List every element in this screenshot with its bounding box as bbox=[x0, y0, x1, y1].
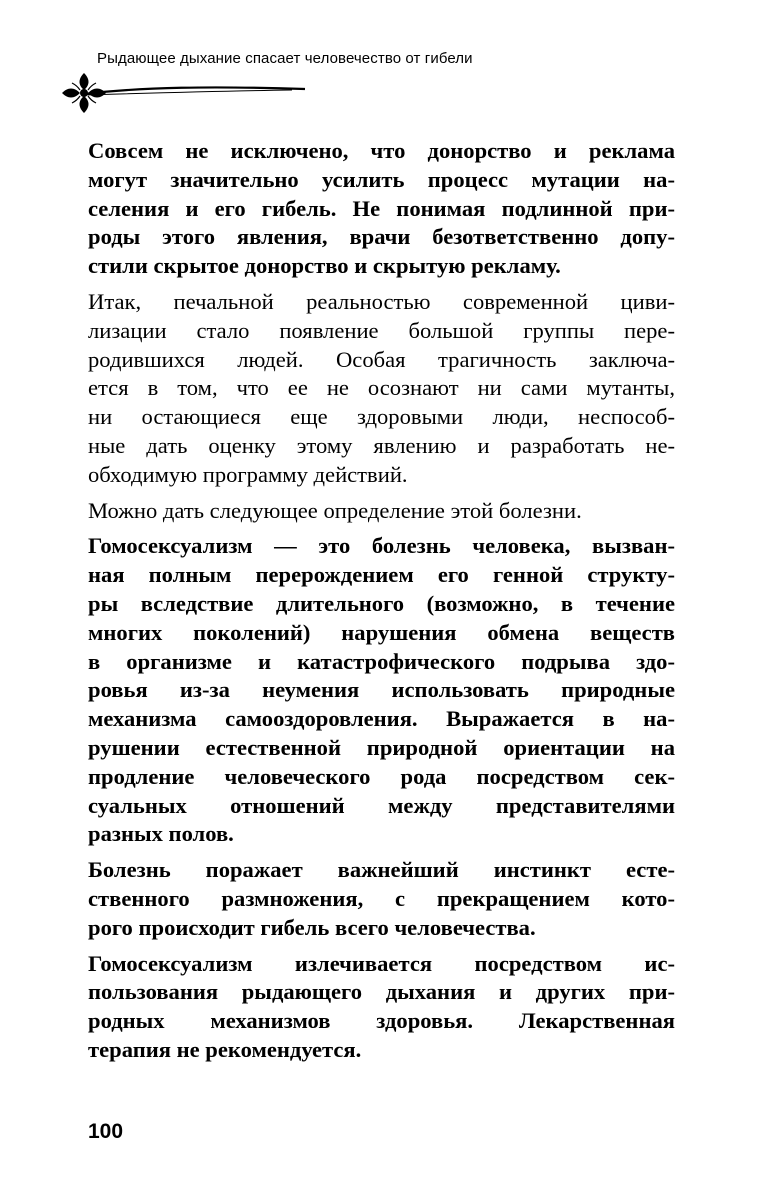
running-head-title: Рыдающее дыхание спасает человечество от гибели bbox=[97, 50, 473, 67]
text-line: Совсем не исключено, что донорство и реклама bbox=[88, 138, 675, 163]
paragraph bbox=[88, 950, 675, 1065]
text-line: Можно дать следующее определение этой болезни. bbox=[88, 497, 582, 523]
text-line: стили скрытое донорство и скрытую рекламу. bbox=[88, 253, 561, 279]
text-line: терапия не рекомендуется. bbox=[88, 1036, 362, 1062]
text-line: продление человеческого рода посредством сек- bbox=[88, 763, 675, 789]
text-line: рушении естественной природной ориентации на bbox=[88, 734, 675, 760]
paragraph bbox=[88, 288, 675, 490]
text-line: лизации стало появление большой группы пере- bbox=[88, 317, 675, 343]
text-line: родившихся людей. Особая трагичность заключа- bbox=[88, 346, 675, 372]
paragraph bbox=[88, 856, 675, 942]
text-line: Итак, печальной реальностью современной циви- bbox=[88, 288, 675, 314]
text-line: разных полов. bbox=[88, 821, 234, 847]
body-text bbox=[88, 137, 675, 1072]
text-line: роды этого явления, врачи безответственно допу- bbox=[88, 224, 675, 250]
text-line: родных механизмов здоровья. Лекарственная bbox=[88, 1008, 675, 1034]
text-line: рого происходит гибель всего человечества. bbox=[88, 914, 536, 940]
page-number: 100 bbox=[88, 1120, 124, 1143]
text-line: Болезнь поражает важнейший инстинкт есте- bbox=[88, 857, 675, 883]
text-line: селения и его гибель. Не понимая подлинной при- bbox=[88, 195, 675, 221]
text-line: механизма самооздоровления. Выражается в на- bbox=[88, 706, 675, 732]
paragraph bbox=[88, 532, 675, 849]
text-line: ни остающиеся еще здоровыми люди, неспособ- bbox=[88, 404, 675, 430]
text-line: могут значительно усилить процесс мутации на- bbox=[88, 166, 675, 192]
paragraph bbox=[88, 497, 675, 526]
text-line: ственного размножения, с прекращением кото- bbox=[88, 885, 675, 911]
fleuron-ornament-icon bbox=[62, 73, 307, 113]
text-line: в организме и катастрофического подрыва здо- bbox=[88, 648, 675, 674]
text-line: обходимую программу действий. bbox=[88, 461, 408, 487]
text-line: Гомосексуализм излечивается посредством ис- bbox=[88, 950, 675, 976]
text-line: ные дать оценку этому явлению и разработать не- bbox=[88, 432, 675, 458]
text-line: ная полным перерождением его генной структу- bbox=[88, 562, 675, 588]
paragraph bbox=[88, 137, 675, 281]
text-line: пользования рыдающего дыхания и других при- bbox=[88, 979, 675, 1005]
text-line: ется в том, что ее не осознают ни сами мутанты, bbox=[88, 375, 675, 401]
text-line: Гомосексуализм — это болезнь человека, вызван- bbox=[88, 533, 675, 559]
text-line: ровья из-за неумения использовать природные bbox=[88, 677, 675, 703]
text-line: ры вследствие длительного (возможно, в течение bbox=[88, 590, 675, 616]
text-line: суальных отношений между представителями bbox=[88, 792, 675, 818]
text-line: многих поколений) нарушения обмена веществ bbox=[88, 619, 675, 645]
